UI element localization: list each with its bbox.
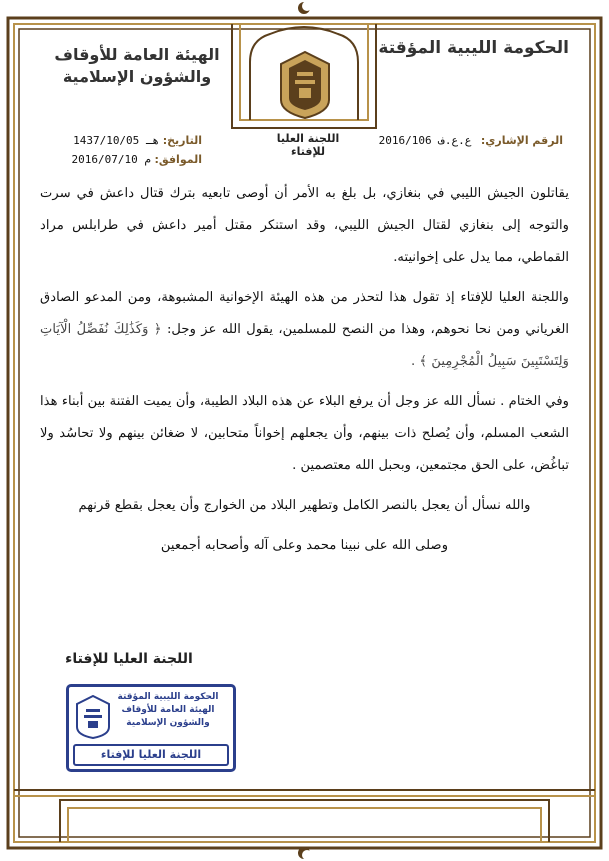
- government-name: الحكومة الليبية المؤقتة: [378, 38, 569, 58]
- gregorian-label: الموافق:: [154, 153, 202, 166]
- paragraph-1: يقاتلون الجيش الليبي في بنغازي، بل بلغ به الأمر أن أوصى تابعيه بترك قتال داعش في سرت والتوجه إلى بنغازي لقتال الجيش الليبي، وقد استنكر مقتل أمير داعش في طرابلس مراد القماطي، مما يدل على إخوانيته.: [40, 186, 569, 265]
- hijri-label: التاريخ:: [162, 134, 202, 147]
- stamp-footer: اللجنة العليا للإفتاء: [73, 744, 229, 766]
- official-stamp: [66, 684, 236, 772]
- paragraph-2: [40, 282, 569, 378]
- paragraph-3: وفي الختام . نسأل الله عز وجل أن يرفع البلاء عن هذه البلاد الطيبة، وأن يميت الفتنة بين أبناء هذا الشعب المسلم، وأن يُصلح ذات بينهم، وأن يجعلهم إخواناً متحابين، لا ضغائن بينهم ولا تحاسُد ولا تباغُض، على الحق مجتمعين، وبحبل الله معتصمين .: [40, 394, 569, 473]
- committee-name: اللجنة العليا للإفتاء: [276, 132, 340, 158]
- closing-prayer: والله نسأل أن يعجل بالنصر الكامل وتطهير البلاد من الخوارج وأن يعجل بقطع قرنهم: [78, 498, 531, 513]
- committee-emblem-icon: [277, 50, 333, 120]
- letter-body: [40, 178, 569, 570]
- date-block: [52, 134, 202, 172]
- closing-salutation: وصلى الله على نبينا محمد وعلى آله وأصحابه أجمعين: [160, 538, 449, 553]
- stamp-line-2: الهيئة العامة للأوقاف والشؤون الإسلامية: [121, 705, 215, 728]
- stamp-line-1: الحكومة الليبية المؤقتة: [117, 692, 219, 702]
- hijri-date: [52, 134, 202, 147]
- reference-number: [293, 134, 563, 147]
- hijri-value: 1437/10/05 هـ: [73, 134, 160, 147]
- authority-name: الهيئة العامة للأوقاف والشؤون الإسلامية: [54, 45, 220, 86]
- reference-label: الرقم الإشاري:: [480, 134, 563, 147]
- quran-quote: ﴿ وَكَذَٰلِكَ نُفَصِّلُ الْآيَاتِ وَلِتَسْتَبِينَ سَبِيلُ الْمُجْرِمِينَ ﴾ .: [40, 322, 569, 369]
- stamp-emblem-icon: [75, 695, 111, 739]
- paragraph-2-text: واللجنة العليا للإفتاء إذ تقول هذا لتحذر من هذه الهيئة الإخوانية المشبوهة، ومن المدعو الصادق الغرياني ومن نحا نحوهم، وهذا من النصح للمسلمين، يقول الله عز وجل:: [40, 290, 569, 337]
- gregorian-date: [52, 153, 202, 166]
- reference-value: ع.ع.ف 2016/106: [378, 134, 472, 147]
- gregorian-value: 2016/07/10 م: [71, 153, 152, 166]
- signature: اللجنة العليا للإفتاء: [65, 651, 193, 667]
